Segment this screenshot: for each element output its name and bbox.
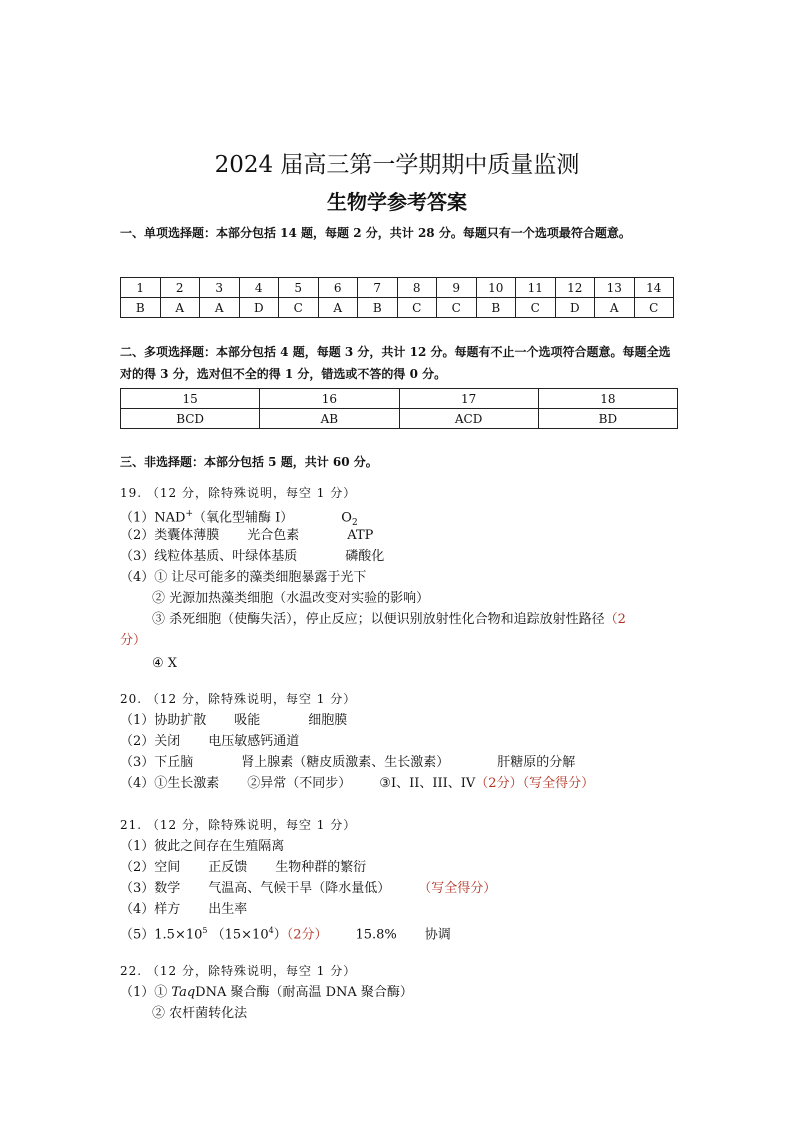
answer-line: （1）彼此之间存在生殖隔离 [120,839,285,854]
answer-cell: BCD [121,409,260,429]
question-number: 5 [279,278,319,298]
answer-text: （2）关闭 [120,734,181,749]
section3-heading: 三、非选择题：本部分包括 5 题，共计 60 分。 [120,455,378,469]
question-number: 10 [476,278,516,298]
answer-line: （4）① 让尽可能多的藻类细胞暴露于光下 [120,570,367,585]
answer-text: 15.8% [355,927,397,943]
table-row [121,298,674,318]
question-22 [120,961,700,1024]
single-choice-table [120,277,674,318]
section1-heading: 一、单项选择题：本部分包括 14 题，每题 2 分，共计 28 分。每题只有一个选项最符合题意。 [120,226,631,240]
answer-cell: ACD [399,409,538,429]
answer-text: （3）数学 [120,881,181,896]
answer-cell: AB [260,409,399,429]
answer-cell: C [437,298,477,318]
answer-text: 肾上腺素（糖皮质激素、生长激素） [241,755,450,770]
answer-cell: B [358,298,398,318]
answer-line [120,982,700,1003]
question-number: 14 [634,278,674,298]
answer-cell: B [121,298,161,318]
question-number: 18 [538,389,677,409]
answer-line: ② 农杆菌转化法 [152,1006,248,1021]
question-number: 8 [397,278,437,298]
score-note: （2分） [286,927,328,943]
question-number: 7 [358,278,398,298]
answer-text: O [341,510,352,526]
answer-cell: C [397,298,437,318]
answer-text: ③I、II、III、IV [379,776,476,791]
question-number: 9 [437,278,477,298]
page-subtitle: 生物学参考答案 [327,190,467,214]
subscript: 2 [351,517,358,528]
answer-text: ③ 杀死细胞（使酶失活），停止反应；以便识别放射性化合物和追踪放射性路径 [152,612,605,627]
superscript: 5 [202,926,208,935]
answer-text: ） [273,927,287,943]
answer-text: （15×10 [207,927,269,943]
answer-text: 正反馈 [208,860,248,875]
answer-cell: B [476,298,516,318]
answer-text: （4）样方 [120,902,181,917]
answer-line [120,752,700,773]
answer-text: （氧化型辅酶 I） [193,510,294,526]
question-number: 17 [399,389,538,409]
answer-text: （1）① [120,985,172,1000]
answer-text: 细胞膜 [308,713,348,728]
answer-line [120,857,700,878]
table-row [121,278,674,298]
answer-text: （4）①生长激素 [120,776,220,791]
answer-text: （5）1.5×10 [120,927,203,943]
answer-cell: D [555,298,595,318]
answer-text: 磷酸化 [345,549,385,564]
question-number: 1 [121,278,161,298]
score-note: （2 [604,612,626,627]
section2-heading: 二、多项选择题：本部分包括 4 题，每题 3 分，共计 12 分。每题有不止一个选项符合题意。每题全选对的得 3 分，选对但不全的得 1 分，错选或不答的得 0 分。 [120,345,671,381]
answer-line [120,525,700,546]
question-number: 2 [160,278,200,298]
question-header: 20. （12 分，除特殊说明，每空 1 分） [120,692,357,706]
answer-line [120,899,700,920]
answer-text: 肝糖原的分解 [497,755,576,770]
answer-line: ② 光源加热藻类细胞（水温改变对实验的影响） [152,591,430,606]
answer-text-italic: Taq [171,985,196,1000]
answer-text: （2）空间 [120,860,181,875]
answer-cell: C [279,298,319,318]
question-number: 16 [260,389,399,409]
answer-cell: A [160,298,200,318]
answer-text: 气温高、气候干旱（降水量低） [208,881,391,896]
score-note: （2分）（写全得分） [475,776,595,791]
answer-line [120,920,700,941]
answer-line [120,630,700,651]
answer-text: 吸能 [234,713,261,728]
question-number: 4 [239,278,279,298]
answer-text: ②异常（不同步） [247,776,352,791]
question-header: 22. （12 分，除特殊说明，每空 1 分） [120,964,357,978]
answer-text: （3）下丘脑 [120,755,194,770]
table-row [121,389,678,409]
answer-line: ④ X [152,656,178,671]
question-19 [120,483,700,674]
superscript: 4 [268,926,274,935]
answer-text: 电压敏感钙通道 [208,734,300,749]
answer-text: 出生率 [208,902,248,917]
answer-text: 生物种群的繁衍 [275,860,367,875]
answer-cell: BD [538,409,677,429]
answer-line [120,731,700,752]
question-number: 12 [555,278,595,298]
answer-cell: D [239,298,279,318]
question-number: 11 [516,278,556,298]
answer-line [120,710,700,731]
answer-line [120,773,700,794]
page-title: 2024 届高三第一学期期中质量监测 [214,152,580,178]
answer-text: ATP [347,528,374,543]
question-number: 6 [318,278,358,298]
question-21 [120,815,700,941]
answer-line [120,878,700,899]
answer-cell: A [200,298,240,318]
question-number: 13 [595,278,635,298]
answer-line [120,546,700,567]
answer-line [120,609,700,630]
superscript: + [185,509,194,519]
answer-text: （1）NAD [120,510,186,526]
answer-line [120,504,700,528]
question-header: 21. （12 分，除特殊说明，每空 1 分） [120,818,357,832]
score-note: （写全得分） [418,881,497,896]
answer-cell: A [318,298,358,318]
answer-text: （1）协助扩散 [120,713,207,728]
multi-choice-table [120,388,678,429]
question-number: 15 [121,389,260,409]
question-20 [120,689,700,794]
answer-text: 光合色素 [247,528,300,543]
answer-cell: A [595,298,635,318]
question-header: 19. （12 分，除特殊说明，每空 1 分） [120,486,357,500]
answer-cell: C [516,298,556,318]
answer-text: 协调 [424,927,451,943]
score-note: 分） [120,633,147,648]
answer-text: （3）线粒体基质、叶绿体基质 [120,549,298,564]
answer-cell: C [634,298,674,318]
answer-text: DNA 聚合酶（耐高温 DNA 聚合酶） [195,985,413,1000]
answer-text: （2）类囊体薄膜 [120,528,220,543]
table-row [121,409,678,429]
question-number: 3 [200,278,240,298]
